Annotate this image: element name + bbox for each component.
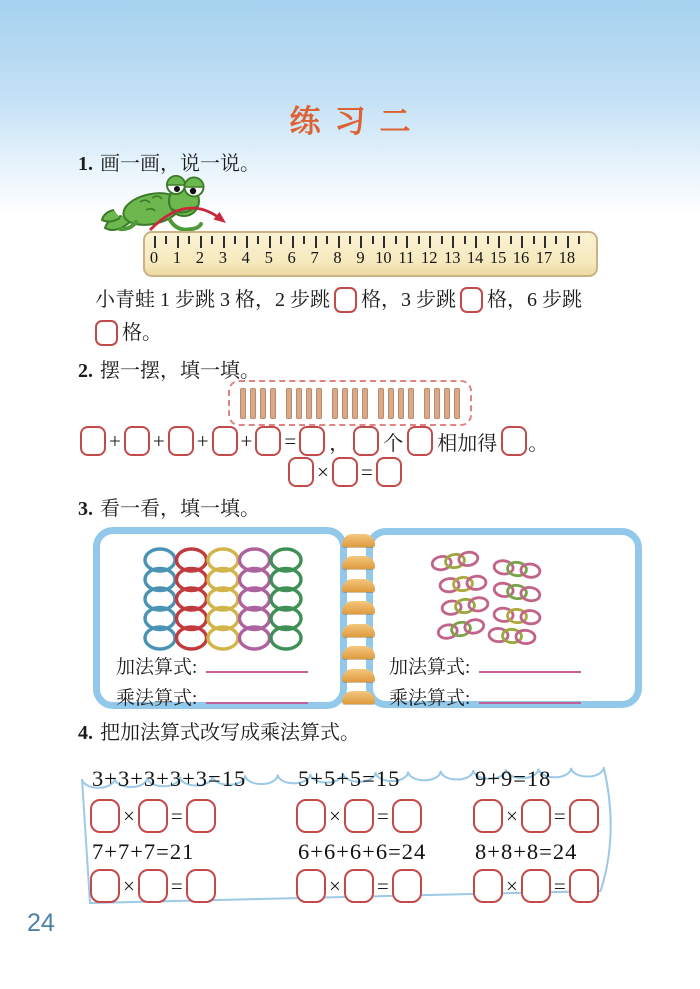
binding-ring <box>342 601 375 614</box>
multiplication-formula-row <box>389 683 581 710</box>
phrase-text: 相加得 <box>437 432 498 455</box>
q1-sentence-line1 <box>95 285 582 316</box>
ruler-tick <box>223 236 225 248</box>
equals-sign: = <box>284 428 297 453</box>
ruler-tick <box>383 236 385 248</box>
q1-sentence-line2 <box>95 318 162 349</box>
equals-sign: = <box>553 803 566 828</box>
ruler-tick-label: 0 <box>149 248 159 267</box>
answer-box[interactable] <box>138 799 168 833</box>
stick-group <box>378 388 414 419</box>
addition-formula-label: 加法算式: <box>389 657 471 678</box>
answer-box[interactable] <box>353 426 379 456</box>
binding-ring <box>342 691 375 704</box>
ruler-tick <box>521 236 523 248</box>
times-sign: × <box>506 803 518 828</box>
ruler-tick-label: 5 <box>264 248 273 267</box>
ruler-minor-tick <box>349 236 351 244</box>
answer-box[interactable] <box>473 799 503 833</box>
stick <box>454 388 460 419</box>
ruler-tick-label: 10 <box>375 248 392 267</box>
ruler-tick-label: 1 <box>172 248 182 267</box>
answer-box[interactable] <box>299 426 325 456</box>
answer-box[interactable] <box>296 799 326 833</box>
q1-text: 格，6 步跳 <box>487 289 582 311</box>
ruler-tick <box>567 236 569 248</box>
q2-addition-equation <box>80 426 552 456</box>
equals-sign: = <box>376 803 389 828</box>
ruler-minor-tick <box>464 236 466 244</box>
jump-arrow <box>140 190 235 234</box>
answer-box[interactable] <box>460 287 483 313</box>
stick <box>424 388 430 419</box>
ruler-minor-tick <box>326 236 328 244</box>
times-sign: × <box>123 803 135 828</box>
ruler-minor-tick <box>487 236 489 244</box>
ruler-tick <box>315 236 317 248</box>
addition-equation: 5+5+5=15 <box>298 766 401 791</box>
stick-group <box>286 388 322 419</box>
addition-formula-row <box>389 652 581 679</box>
sticks-box <box>228 380 472 426</box>
ruler-tick <box>475 236 477 248</box>
times-sign: × <box>329 873 341 898</box>
multiplication-equation <box>90 869 216 903</box>
ruler-tick-label: 14 <box>466 248 484 267</box>
ruler-tick-label: 9 <box>356 248 365 267</box>
answer-box[interactable] <box>521 869 551 903</box>
stick <box>378 388 384 419</box>
ruler <box>143 231 598 277</box>
stick <box>408 388 414 419</box>
stick <box>434 388 440 419</box>
ruler-minor-tick <box>280 236 282 244</box>
ruler-tick-label: 13 <box>443 248 461 267</box>
page-title: 练习二 <box>289 104 425 139</box>
binding-ring <box>342 556 375 569</box>
ruler-tick-label: 2 <box>195 248 204 267</box>
plus-sign: + <box>152 428 165 453</box>
multiplication-formula-label: 乘法算式: <box>116 688 198 709</box>
times-sign: × <box>506 873 518 898</box>
equals-sign: = <box>360 459 373 484</box>
ruler-tick-label: 3 <box>218 248 227 267</box>
q1-text: 格。 <box>122 322 162 344</box>
answer-box[interactable] <box>124 426 150 456</box>
addition-equation: 9+9=18 <box>475 766 552 791</box>
stick <box>286 388 292 419</box>
stick <box>240 388 246 419</box>
stick <box>342 388 348 419</box>
multiplication-formula-label: 乘法算式: <box>389 688 471 709</box>
question-3-number: 3. <box>78 498 93 520</box>
equals-sign: = <box>170 803 183 828</box>
ruler-tick <box>292 236 294 248</box>
answer-box[interactable] <box>332 457 358 487</box>
equals-sign: = <box>376 873 389 898</box>
ruler-minor-tick <box>372 236 374 244</box>
stick-group <box>332 388 368 419</box>
ruler-tick <box>246 236 248 248</box>
ruler-tick <box>177 236 179 248</box>
ruler-tick <box>406 236 408 248</box>
stick <box>362 388 368 419</box>
answer-box[interactable] <box>392 869 422 903</box>
stick <box>306 388 312 419</box>
ruler-minor-tick <box>165 236 167 244</box>
ruler-tick-label: 11 <box>398 248 415 267</box>
addition-equation: 8+8+8=24 <box>475 839 578 864</box>
q1-text: 格，3 步跳 <box>361 289 456 311</box>
times-sign: × <box>317 459 329 484</box>
ruler-tick <box>452 236 454 248</box>
stick <box>352 388 358 419</box>
addition-formula-row <box>116 652 308 679</box>
answer-blank[interactable] <box>479 658 581 673</box>
answer-box[interactable] <box>344 869 374 903</box>
answer-box[interactable] <box>407 426 433 456</box>
ruler-minor-tick <box>234 236 236 244</box>
stick-group <box>240 388 276 419</box>
answer-box[interactable] <box>90 869 120 903</box>
stick <box>332 388 338 419</box>
times-sign: × <box>329 803 341 828</box>
stick <box>260 388 266 419</box>
notebook-illustration <box>93 527 643 710</box>
binding-ring <box>342 534 375 547</box>
answer-box[interactable] <box>186 869 216 903</box>
answer-box[interactable] <box>90 799 120 833</box>
multiplication-equation <box>296 869 422 903</box>
stick <box>316 388 322 419</box>
addition-equation: 6+6+6+6=24 <box>298 839 427 864</box>
answer-box[interactable] <box>521 799 551 833</box>
plus-sign: + <box>109 428 121 453</box>
binding-ring <box>342 646 375 659</box>
ruler-tick-label: 12 <box>421 248 438 267</box>
ruler-minor-tick <box>510 236 512 244</box>
answer-box[interactable] <box>186 799 216 833</box>
ruler-tick <box>338 236 340 248</box>
ruler-tick-label: 4 <box>241 248 250 267</box>
question-4-prompt: 把加法算式改写成乘法算式。 <box>100 722 360 744</box>
ruler-minor-tick <box>555 236 557 244</box>
answer-box[interactable] <box>334 287 357 313</box>
right-page-panel <box>366 528 642 708</box>
ruler-minor-tick <box>533 236 535 244</box>
answer-box[interactable] <box>296 869 326 903</box>
ruler-tick <box>498 236 500 248</box>
stick <box>398 388 404 419</box>
answer-box[interactable] <box>569 869 599 903</box>
multiplication-formula-row <box>116 683 308 710</box>
ruler-tick <box>544 236 546 248</box>
stick <box>296 388 302 419</box>
answer-box[interactable] <box>501 426 527 456</box>
ruler-minor-tick <box>578 236 580 244</box>
addition-equation: 7+7+7=21 <box>92 839 195 864</box>
addition-equation: 3+3+3+3+3=15 <box>92 766 247 791</box>
ruler-tick <box>200 236 202 248</box>
question-2-label <box>78 354 260 383</box>
equals-sign: = <box>170 873 183 898</box>
answer-box[interactable] <box>344 799 374 833</box>
ruler-minor-tick <box>418 236 420 244</box>
ruler-minor-tick <box>257 236 259 244</box>
stick <box>270 388 276 419</box>
binding-ring <box>342 669 375 682</box>
times-sign: × <box>123 873 135 898</box>
counter-text: 个 <box>383 432 404 455</box>
answer-box[interactable] <box>288 457 314 487</box>
ruler-tick <box>269 236 271 248</box>
ruler-tick <box>154 236 156 248</box>
addition-formula-label: 加法算式: <box>116 657 198 678</box>
multiplication-equation <box>473 869 599 903</box>
ruler-tick-label: 16 <box>512 248 530 267</box>
ruler-tick <box>360 236 362 248</box>
ruler-minor-tick <box>441 236 443 244</box>
question-1-number: 1. <box>78 153 93 175</box>
equals-sign: = <box>553 873 566 898</box>
answer-box[interactable] <box>212 426 238 456</box>
ruler-minor-tick <box>188 236 190 244</box>
answer-box[interactable] <box>255 426 281 456</box>
stick <box>250 388 256 419</box>
question-1-prompt: 画一画，说一说。 <box>100 153 260 175</box>
ruler-tick-label: 17 <box>535 248 553 267</box>
question-3-label <box>78 492 260 521</box>
ruler-tick <box>429 236 431 248</box>
ruler-tick-label: 6 <box>287 248 296 267</box>
answer-box[interactable] <box>168 426 194 456</box>
binding-ring <box>342 579 375 592</box>
multiplication-equation <box>90 799 216 833</box>
rings-illustration <box>140 547 310 651</box>
answer-blank[interactable] <box>206 689 308 704</box>
plus-sign: + <box>240 428 253 453</box>
ruler-tick-label: 18 <box>558 248 576 267</box>
ruler-tick-label: 15 <box>489 248 507 267</box>
question-4-label <box>78 716 360 745</box>
stick <box>444 388 450 419</box>
stick-group <box>424 388 460 419</box>
q2-multiplication-equation <box>288 457 402 487</box>
page-number: 24 <box>27 909 55 937</box>
ruler-minor-tick <box>211 236 213 244</box>
question-4-number: 4. <box>78 722 93 744</box>
ruler-tick-label: 7 <box>310 248 319 267</box>
question-3-prompt: 看一看，填一填。 <box>100 498 260 520</box>
left-page-panel <box>93 527 347 709</box>
answer-box[interactable] <box>80 426 106 456</box>
plus-sign: + <box>196 428 209 453</box>
spiral-binding <box>336 534 380 704</box>
question-2-number: 2. <box>78 360 93 382</box>
period-text: 。 <box>528 432 549 455</box>
q1-text: 小青蛙 1 步跳 3 格，2 步跳 <box>95 289 330 311</box>
binding-ring <box>342 624 375 637</box>
multiplication-equation <box>296 799 422 833</box>
answer-blank[interactable] <box>206 658 308 673</box>
ruler-minor-tick <box>303 236 305 244</box>
stick <box>388 388 394 419</box>
multiplication-equation <box>473 799 599 833</box>
answer-box[interactable] <box>376 457 402 487</box>
question-2-prompt: 摆一摆，填一填。 <box>100 360 260 382</box>
answer-box[interactable] <box>95 320 118 346</box>
chains-illustration <box>399 545 599 649</box>
answer-box[interactable] <box>138 869 168 903</box>
answer-box[interactable] <box>569 799 599 833</box>
answer-box[interactable] <box>473 869 503 903</box>
comma-text: ， <box>329 432 350 455</box>
answer-box[interactable] <box>392 799 422 833</box>
ruler-tick-label: 8 <box>333 248 342 267</box>
ruler-minor-tick <box>395 236 397 244</box>
answer-blank[interactable] <box>479 689 581 704</box>
